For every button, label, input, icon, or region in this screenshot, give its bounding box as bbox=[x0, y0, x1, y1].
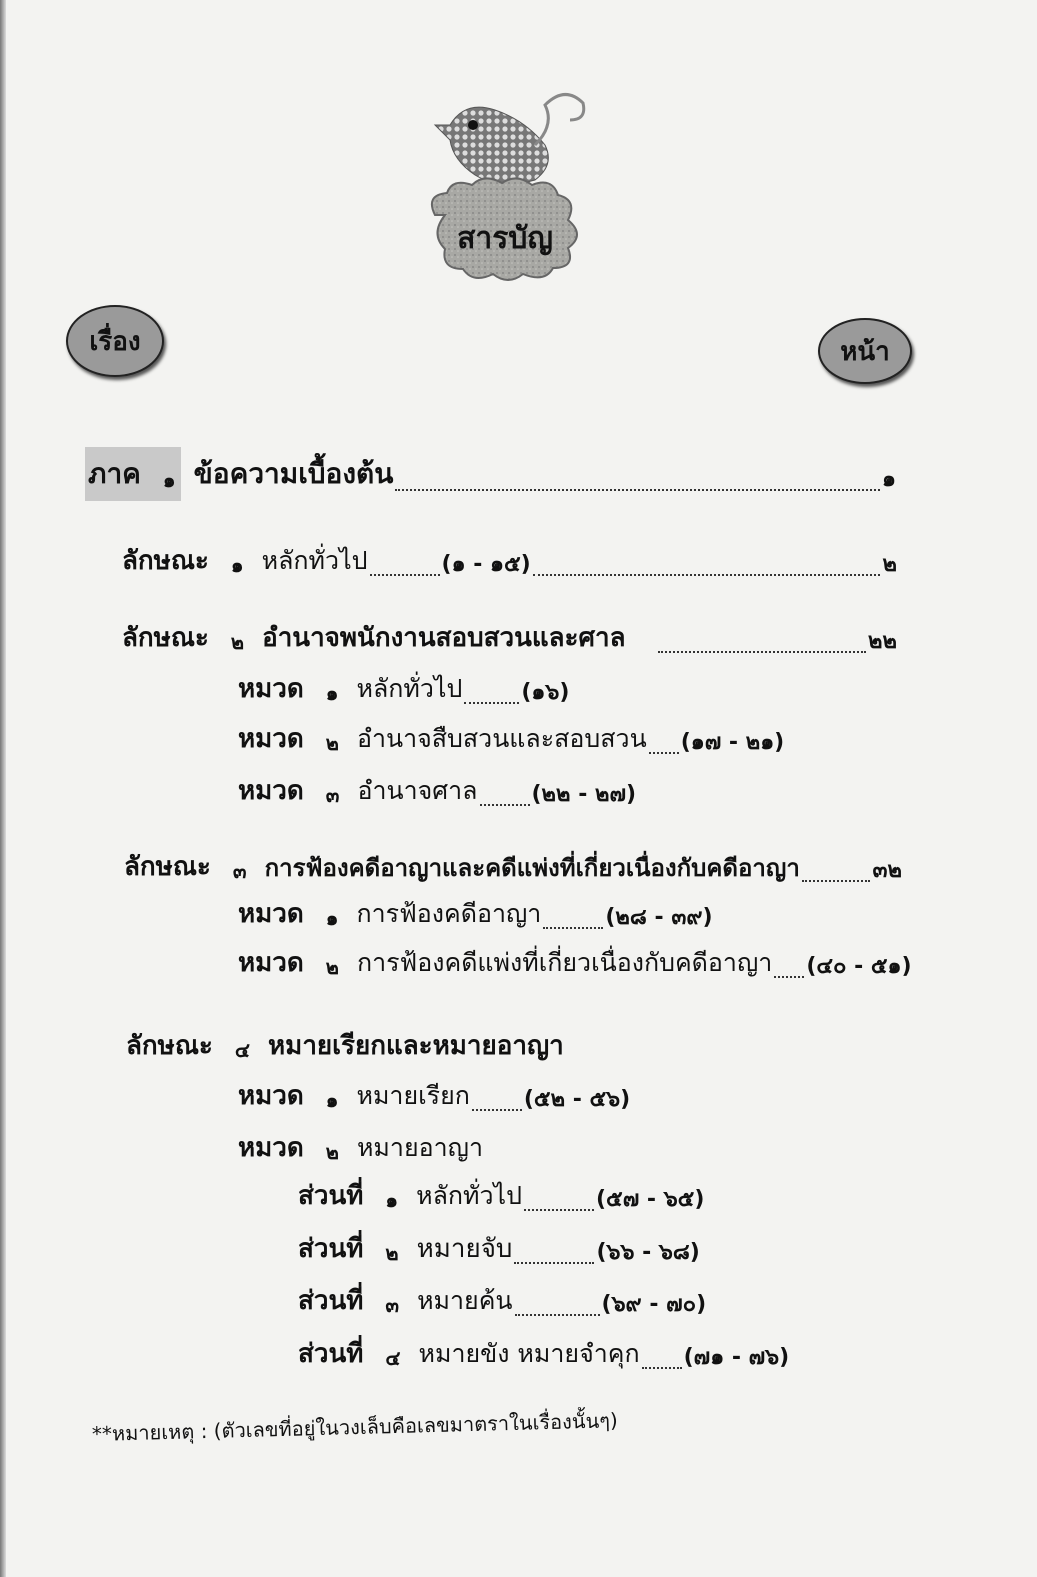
subsection-number: ๑ bbox=[385, 1188, 399, 1212]
section-range: (๗๑ - ๗๖) bbox=[683, 1345, 790, 1370]
toc-chapter-row bbox=[124, 846, 902, 887]
topic-column-label: เรื่อง bbox=[66, 305, 164, 377]
chapter-label: ลักษณะ bbox=[122, 623, 209, 653]
section-label: หมวด bbox=[238, 899, 304, 929]
subsection-number: ๓ bbox=[385, 1293, 400, 1317]
subsection-label: ส่วนที่ bbox=[298, 1339, 364, 1369]
dot-leader bbox=[370, 573, 440, 576]
page-number: ๓๒ bbox=[872, 858, 902, 883]
chapter-label: ลักษณะ bbox=[126, 1031, 213, 1061]
subsection-label: ส่วนที่ bbox=[298, 1234, 364, 1264]
toc-part-row bbox=[88, 452, 896, 496]
section-label: หมวด bbox=[238, 1133, 304, 1163]
section-range: (๕๗ - ๖๕) bbox=[596, 1187, 705, 1212]
section-number: ๒ bbox=[325, 1140, 339, 1164]
chapter-number: ๔ bbox=[234, 1038, 251, 1062]
section-title: หมายเรียก bbox=[356, 1081, 470, 1110]
page-edge bbox=[0, 0, 6, 1577]
chapter-title: หลักทั่วไป bbox=[261, 546, 368, 575]
section-range: (๒๘ - ๓๙) bbox=[605, 905, 713, 930]
subsection-label: ส่วนที่ bbox=[298, 1286, 364, 1316]
section-number: ๒ bbox=[325, 731, 339, 755]
section-label: หมวด bbox=[238, 724, 304, 754]
section-label: หมวด bbox=[238, 948, 304, 978]
section-label: หมวด bbox=[238, 674, 304, 704]
dot-leader bbox=[514, 1261, 594, 1264]
dot-leader bbox=[533, 573, 881, 576]
dot-leader bbox=[395, 488, 880, 491]
section-title: การฟ้องคดีอาญา bbox=[356, 899, 542, 928]
section-range: (๒๒ - ๒๗) bbox=[531, 782, 637, 807]
part-number: ๑ bbox=[162, 468, 176, 492]
chapter-title: การฟ้องคดีอาญาและคดีแพ่งที่เกี่ยวเนื่องกับคดีอาญา bbox=[264, 854, 800, 882]
section-number: ๑ bbox=[325, 1088, 339, 1112]
chapter-label: ลักษณะ bbox=[124, 852, 211, 882]
dot-leader bbox=[642, 1366, 682, 1369]
section-range: (๑ - ๑๕) bbox=[441, 552, 531, 577]
toc-section-row bbox=[238, 718, 784, 759]
dot-leader bbox=[472, 1108, 522, 1111]
toc-section-row bbox=[238, 893, 713, 934]
part-label: ภาค bbox=[88, 457, 141, 490]
section-label: หมวด bbox=[238, 776, 304, 806]
subsection-title: หมายจับ bbox=[416, 1234, 513, 1264]
section-number: ๒ bbox=[325, 955, 339, 979]
subsection-number: ๔ bbox=[385, 1346, 401, 1370]
chapter-number: ๑ bbox=[230, 553, 244, 577]
section-title: หมายอาญา bbox=[356, 1133, 483, 1162]
section-range: (๑๖) bbox=[521, 680, 570, 705]
subsection-title: หลักทั่วไป bbox=[416, 1181, 522, 1210]
page-number: ๑ bbox=[882, 467, 896, 492]
toc-section-row bbox=[238, 668, 569, 709]
chapter-title: หมายเรียกและหมายอาญา bbox=[268, 1031, 564, 1061]
dot-leader bbox=[524, 1208, 594, 1211]
section-number: ๓ bbox=[325, 783, 340, 807]
section-title: หลักทั่วไป bbox=[356, 674, 463, 703]
dot-leader bbox=[515, 1313, 600, 1316]
section-range: (๑๗ - ๒๑) bbox=[680, 730, 785, 755]
toc-subsection-row bbox=[298, 1280, 706, 1321]
toc-section-row bbox=[238, 942, 912, 983]
toc-subsection-row bbox=[298, 1333, 789, 1374]
section-title: อำนาจศาล bbox=[357, 776, 478, 805]
dot-leader bbox=[464, 701, 519, 704]
subsection-label: ส่วนที่ bbox=[298, 1181, 364, 1211]
section-range: (๖๖ - ๖๘) bbox=[596, 1240, 700, 1265]
section-range: (๖๙ - ๗๐) bbox=[601, 1292, 707, 1317]
toc-subsection-row bbox=[298, 1175, 704, 1216]
page-number: ๒๒ bbox=[867, 629, 897, 654]
toc-subsection-row bbox=[298, 1228, 700, 1269]
chapter-number: ๒ bbox=[230, 630, 245, 654]
section-title: อำนาจสืบสวนและสอบสวน bbox=[356, 724, 647, 753]
section-label: หมวด bbox=[238, 1081, 304, 1111]
dot-leader bbox=[649, 751, 679, 754]
toc-chapter-row bbox=[122, 617, 897, 658]
section-number: ๑ bbox=[325, 906, 339, 930]
page-column-label: หน้า bbox=[818, 318, 912, 384]
section-number: ๑ bbox=[325, 681, 339, 705]
part-title: ข้อความเบื้องต้น bbox=[193, 457, 394, 490]
dot-leader bbox=[802, 879, 871, 882]
section-range: (๕๒ - ๕๖) bbox=[523, 1087, 631, 1112]
toc-section-row bbox=[238, 1127, 483, 1168]
toc-chapter-row bbox=[122, 540, 897, 581]
dot-leader bbox=[774, 975, 804, 978]
dot-leader bbox=[658, 650, 866, 653]
section-range: (๔๐ - ๕๑) bbox=[806, 954, 912, 979]
dot-leader bbox=[480, 803, 530, 806]
toc-section-row bbox=[238, 770, 636, 811]
chapter-label: ลักษณะ bbox=[122, 546, 209, 576]
subsection-title: หมายขัง หมายจำคุก bbox=[418, 1339, 640, 1368]
footnote: **หมายเหตุ : (ตัวเลขที่อยู่ในวงเล็บคือเลขมาตราในเรื่องนั้นๆ) bbox=[91, 1408, 619, 1446]
chapter-number: ๓ bbox=[232, 859, 247, 883]
page-number: ๒ bbox=[882, 552, 897, 577]
toc-chapter-row bbox=[126, 1025, 564, 1066]
dot-leader bbox=[543, 926, 603, 929]
chapter-title: อำนาจพนักงานสอบสวนและศาล bbox=[262, 623, 626, 653]
subsection-title: หมายค้น bbox=[417, 1286, 513, 1315]
subsection-number: ๒ bbox=[385, 1241, 399, 1265]
toc-section-row bbox=[238, 1075, 630, 1116]
bird-illustration bbox=[405, 85, 605, 300]
section-title: การฟ้องคดีแพ่งที่เกี่ยวเนื่องกับคดีอาญา bbox=[356, 948, 773, 977]
page-title: สารบัญ bbox=[457, 221, 553, 256]
